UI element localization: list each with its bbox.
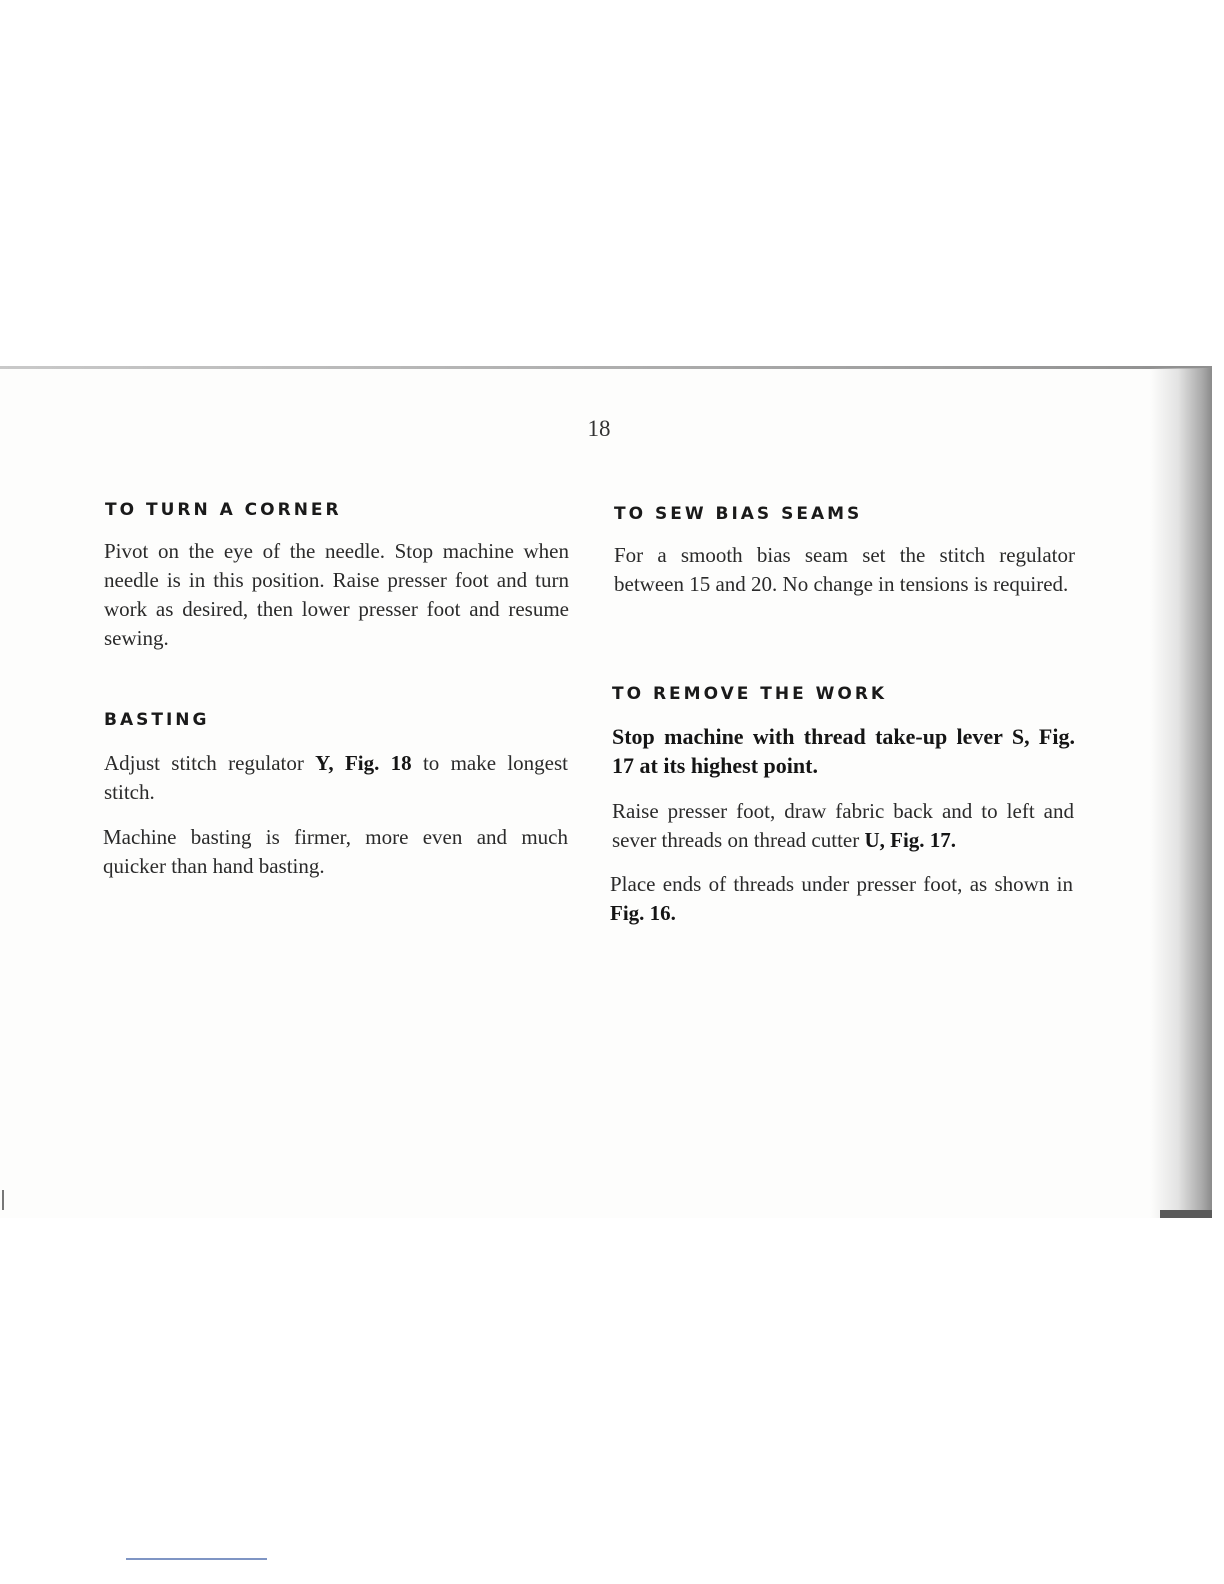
- paragraph-bias-seams: For a smooth bias seam set the stitch regulator between 15 and 20. No change in tensions is required.: [614, 543, 1075, 596]
- remove-work-text: Raise presser foot, draw fabric back and to left and sever threads on thread cutter: [612, 799, 1074, 852]
- paragraph-remove-work-2: [612, 797, 1074, 855]
- basting-figure-ref: Y, Fig. 18: [315, 751, 412, 775]
- basting-text-end: to make longest stitch.: [104, 751, 568, 804]
- page-left-mark: [2, 1190, 4, 1210]
- remove-work-figure-ref: U, Fig. 17.: [864, 828, 957, 852]
- heading-basting: BASTING: [104, 710, 210, 730]
- footer-rule: [126, 1558, 267, 1560]
- page-top-edge: [0, 366, 1212, 369]
- thread-ends-text: Place ends of threads under presser foot, as shown in: [610, 872, 1073, 896]
- heading-bias-seams: TO SEW BIAS SEAMS: [614, 504, 863, 524]
- paragraph-basting-1: [104, 749, 568, 807]
- paragraph-turn-corner: Pivot on the eye of the needle. Stop machine when needle is in this position. Raise presser foot and turn work as desired, then lower presser foot and resume sewing.: [104, 539, 569, 650]
- heading-remove-work: TO REMOVE THE WORK: [612, 684, 888, 704]
- paragraph-remove-work-instruction: Stop machine with thread take-up lever S, Fig. 17 at its highest point.: [612, 724, 1075, 778]
- thread-ends-figure-ref: Fig. 16.: [610, 901, 676, 925]
- basting-text-start: Adjust stitch regulator: [104, 751, 316, 775]
- page-bottom-edge: [1160, 1210, 1212, 1218]
- page-right-shadow: [1150, 368, 1212, 1218]
- paragraph-remove-work-3: [610, 870, 1073, 928]
- heading-turn-corner: TO TURN A CORNER: [105, 500, 342, 520]
- page-number: 18: [587, 416, 611, 441]
- paragraph-basting-2: Machine basting is firmer, more even and much quicker than hand basting.: [103, 825, 568, 878]
